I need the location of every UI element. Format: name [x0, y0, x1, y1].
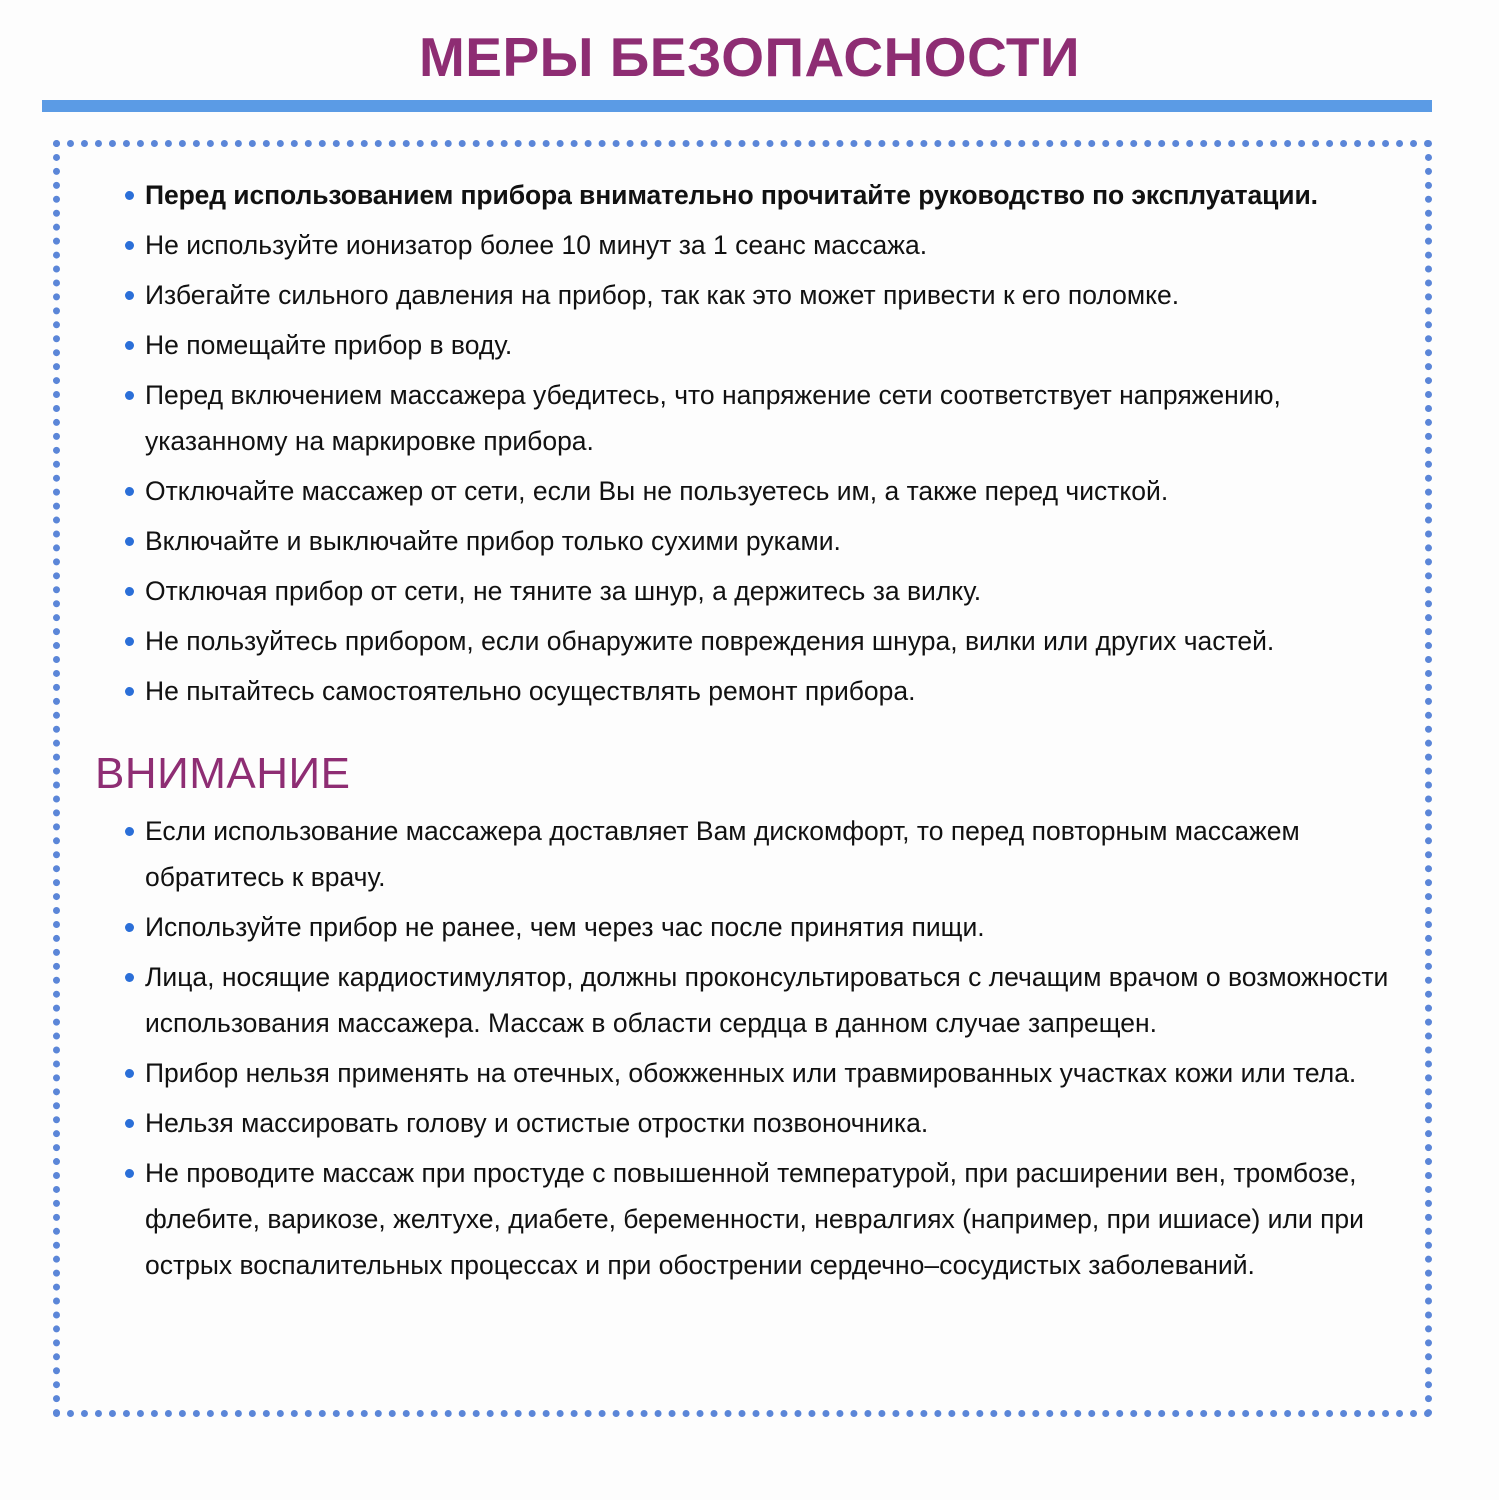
attention-item-text: Не проводите массаж при простуде с повышенной температурой, при расширении вен, тромбозе, флебите, варикозе, желтухе, диабете, беременности, невралгиях (например, при ишиасе) или при острых воспалительных процессах и при обострении сердечно–сосудистых заболеваний. — [145, 1158, 1364, 1280]
safety-item-text: Отключайте массажер от сети, если Вы не пользуетесь им, а также перед чисткой. — [145, 476, 1169, 506]
safety-item-text: Не помещайте прибор в воду. — [145, 330, 513, 360]
list-item — [95, 272, 1392, 318]
list-item — [95, 1150, 1392, 1288]
list-item — [95, 468, 1392, 514]
safety-item-text: Не используйте ионизатор более 10 минут за 1 сеанс массажа. — [145, 230, 928, 260]
list-item — [95, 568, 1392, 614]
attention-item-text: Прибор нельзя применять на отечных, обожженных или травмированных участках кожи или тела. — [145, 1058, 1357, 1088]
list-item — [95, 222, 1392, 268]
list-item — [95, 904, 1392, 950]
content-area — [53, 140, 1432, 1417]
list-item — [95, 172, 1392, 218]
list-item — [95, 518, 1392, 564]
list-item — [95, 808, 1392, 900]
list-item — [95, 618, 1392, 664]
safety-item-text: Перед использованием прибора внимательно прочитайте руководство по эксплуатации. — [145, 180, 1318, 210]
list-item — [95, 322, 1392, 368]
safety-item-text: Не пытайтесь самостоятельно осуществлять ремонт прибора. — [145, 676, 916, 706]
attention-section-heading: ВНИМАНИЕ — [95, 749, 351, 798]
safety-instructions-list — [95, 172, 1392, 714]
list-item — [95, 1050, 1392, 1096]
safety-item-text: Включайте и выключайте прибор только сухими руками. — [145, 526, 841, 556]
page-title: МЕРЫ БЕЗОПАСНОСТИ — [418, 26, 1081, 88]
safety-item-text: Перед включением массажера убедитесь, что напряжение сети соответствует напряжению, указанному на маркировке прибора. — [145, 380, 1281, 456]
safety-item-text: Отключая прибор от сети, не тяните за шнур, а держитесь за вилку. — [145, 576, 982, 606]
list-item — [95, 1100, 1392, 1146]
safety-item-text: Не пользуйтесь прибором, если обнаружите повреждения шнура, вилки или других частей. — [145, 626, 1275, 656]
list-item — [95, 372, 1392, 464]
attention-item-text: Лица, носящие кардиостимулятор, должны проконсультироваться с лечащим врачом о возможности использования массажера. Массаж в области сердца в данном случае запрещен. — [145, 962, 1389, 1038]
attention-item-text: Используйте прибор не ранее, чем через час после принятия пищи. — [145, 912, 985, 942]
attention-item-text: Если использование массажера доставляет Вам дискомфорт, то перед повторным массажем обратитесь к врачу. — [145, 816, 1300, 892]
attention-instructions-list — [95, 808, 1392, 1288]
attention-item-text: Нельзя массировать голову и остистые отростки позвоночника. — [145, 1108, 929, 1138]
list-item — [95, 954, 1392, 1046]
list-item — [95, 668, 1392, 714]
safety-item-text: Избегайте сильного давления на прибор, так как это может привести к его поломке. — [145, 280, 1180, 310]
title-underline-rule — [42, 100, 1432, 112]
